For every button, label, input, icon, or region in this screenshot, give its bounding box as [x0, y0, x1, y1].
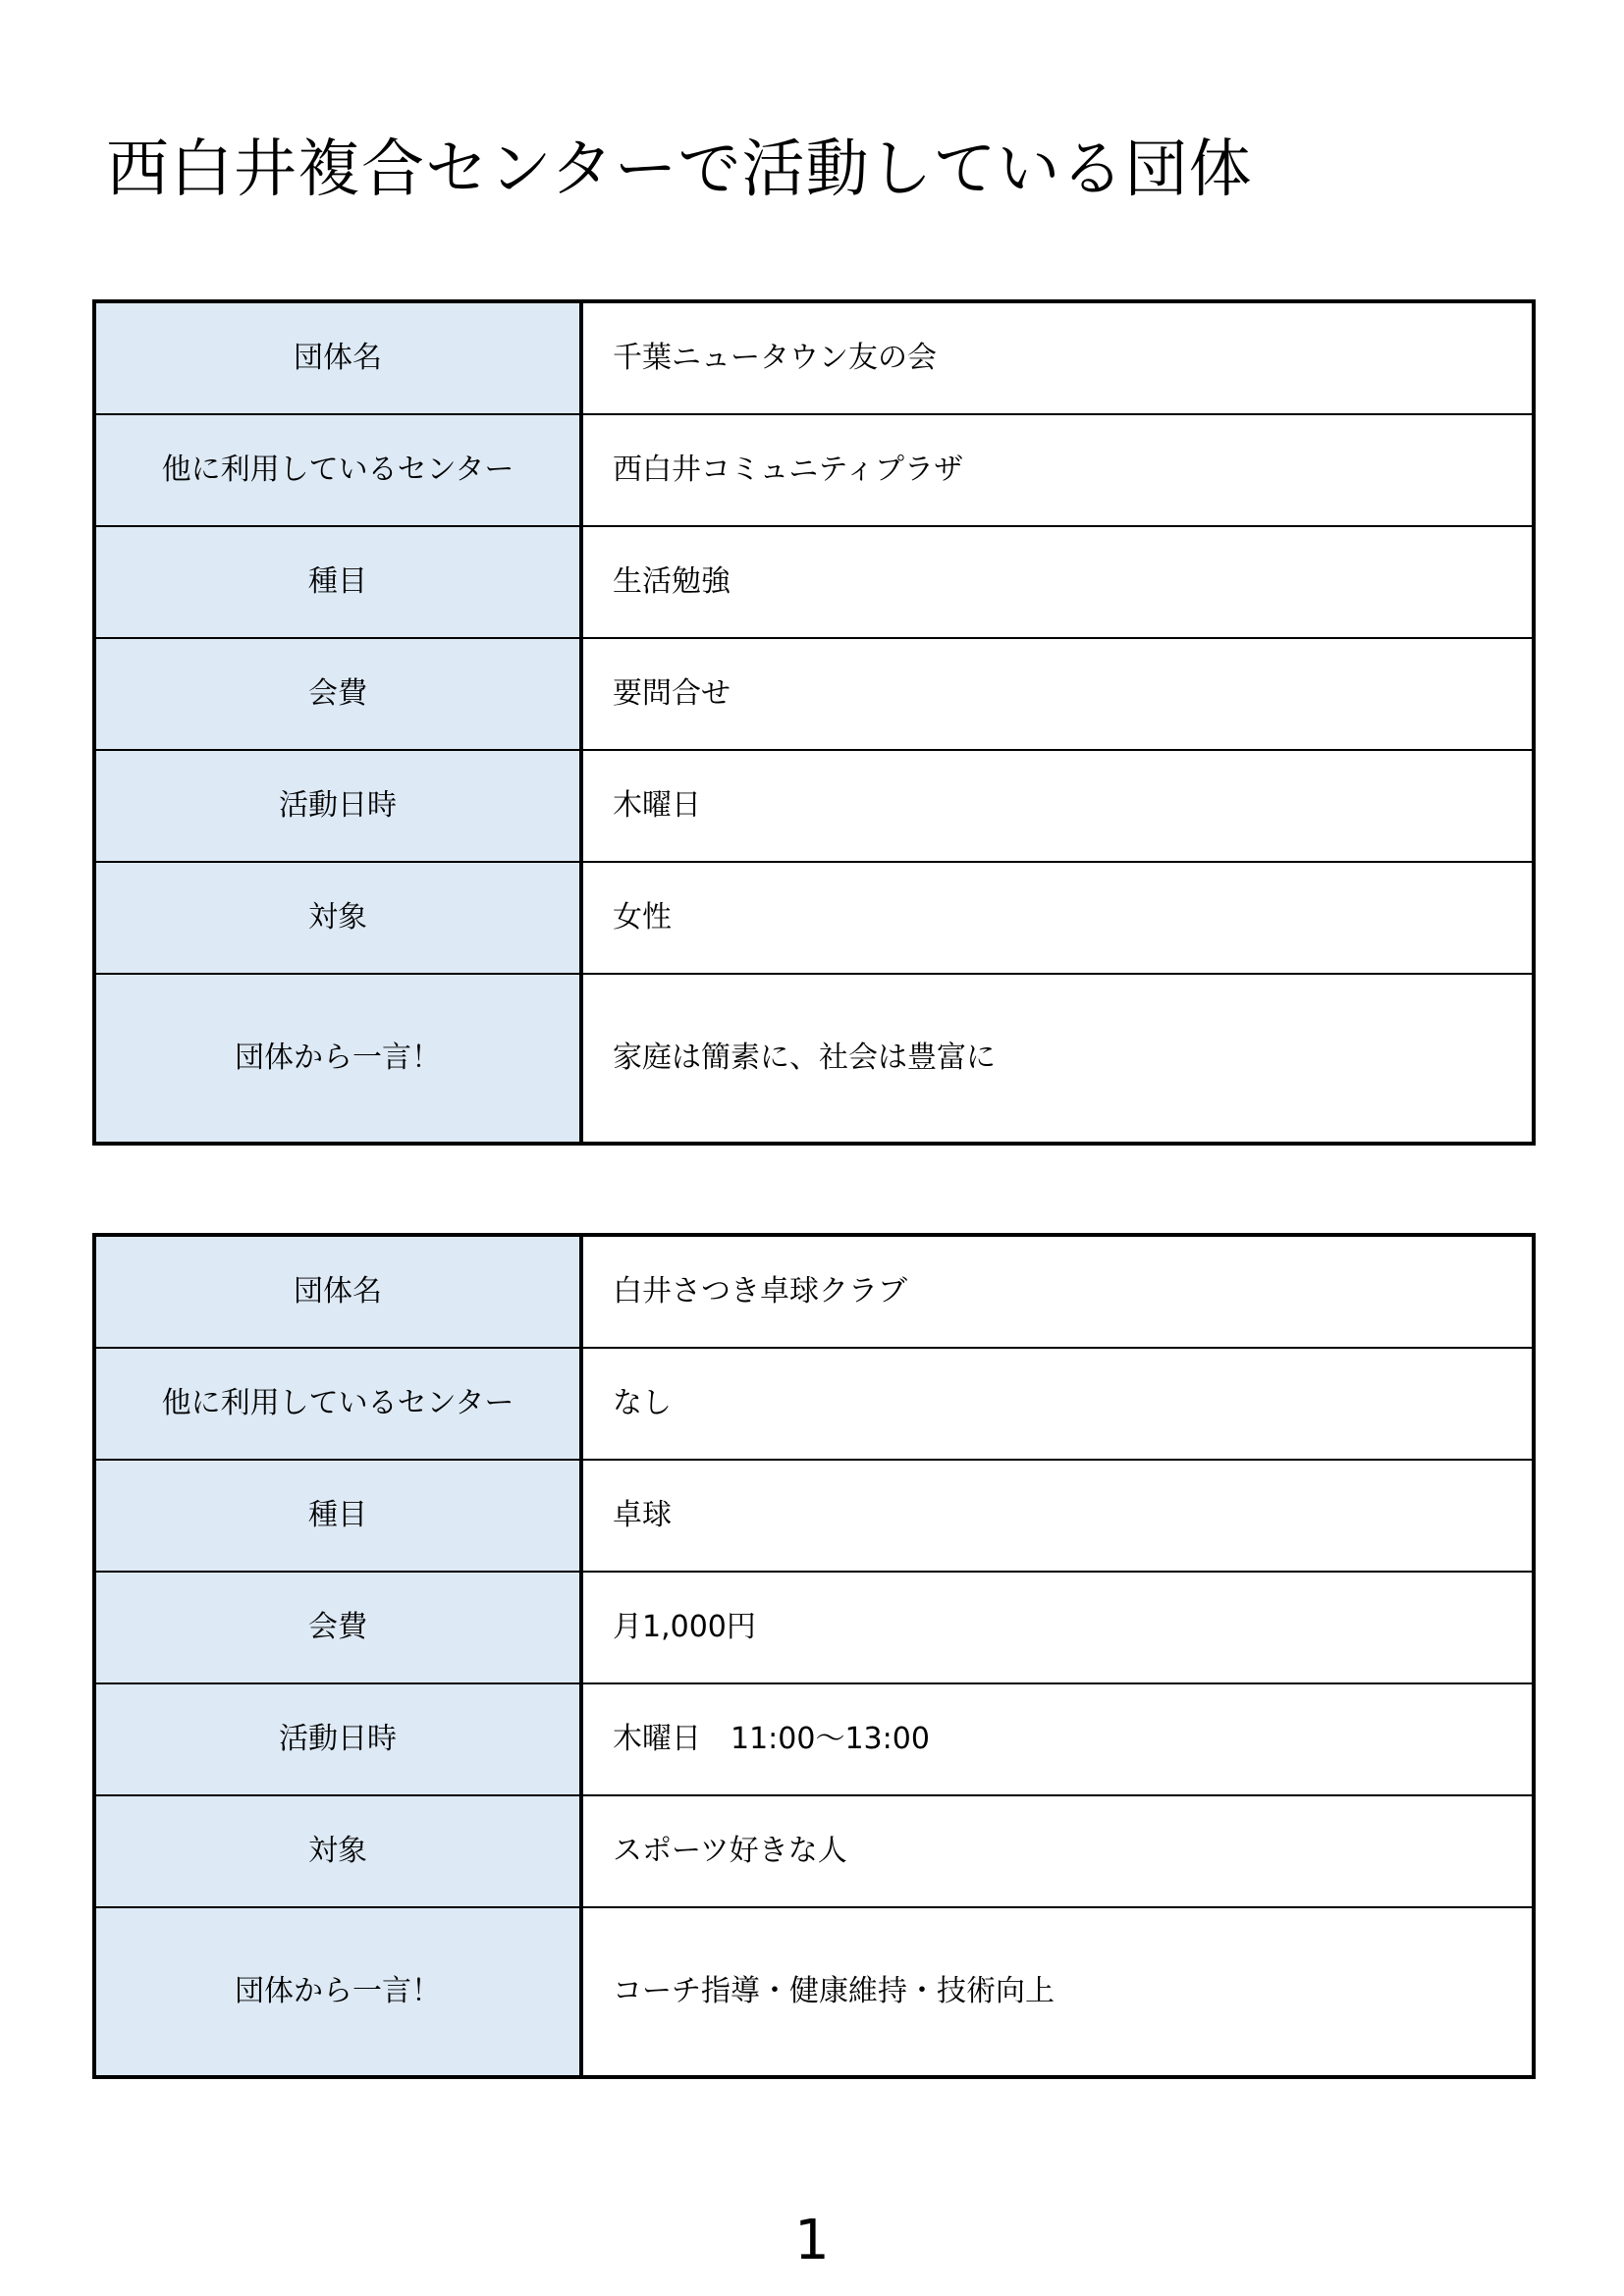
table-row — [94, 750, 1534, 862]
category-value: 生活勉強 — [581, 526, 1534, 638]
table-row — [94, 414, 1534, 526]
group-table-2 — [92, 1233, 1536, 2079]
group-name-value: 白井さつき卓球クラブ — [581, 1235, 1534, 1348]
other-centers-value: なし — [581, 1348, 1534, 1460]
fee-value: 要問合せ — [581, 638, 1534, 750]
table-row — [94, 1348, 1534, 1460]
schedule-value: 木曜日 11:00～13:00 — [581, 1683, 1534, 1795]
other-centers-value: 西白井コミュニティプラザ — [581, 414, 1534, 526]
category-label: 種目 — [94, 1460, 581, 1572]
table-row — [94, 1572, 1534, 1683]
target-label: 対象 — [94, 1795, 581, 1907]
table-row — [94, 301, 1534, 414]
group-name-value: 千葉ニュータウン友の会 — [581, 301, 1534, 414]
message-label: 団体から一言！ — [94, 1907, 581, 2077]
group-name-label: 団体名 — [94, 1235, 581, 1348]
table-row — [94, 1683, 1534, 1795]
message-label: 団体から一言！ — [94, 974, 581, 1144]
table-row — [94, 974, 1534, 1144]
schedule-label: 活動日時 — [94, 750, 581, 862]
table-row — [94, 862, 1534, 974]
other-centers-label: 他に利用しているセンター — [94, 1348, 581, 1460]
target-value: スポーツ好きな人 — [581, 1795, 1534, 1907]
table-row — [94, 638, 1534, 750]
table-row — [94, 1235, 1534, 1348]
fee-label: 会費 — [94, 638, 581, 750]
group-table-1 — [92, 299, 1536, 1146]
schedule-value: 木曜日 — [581, 750, 1534, 862]
table-row — [94, 1907, 1534, 2077]
message-value: 家庭は簡素に、社会は豊富に — [581, 974, 1534, 1144]
table-row — [94, 1460, 1534, 1572]
table-row — [94, 1795, 1534, 1907]
message-value: コーチ指導・健康維持・技術向上 — [581, 1907, 1534, 2077]
other-centers-label: 他に利用しているセンター — [94, 414, 581, 526]
table-row — [94, 526, 1534, 638]
fee-value: 月1,000円 — [581, 1572, 1534, 1683]
category-label: 種目 — [94, 526, 581, 638]
schedule-label: 活動日時 — [94, 1683, 581, 1795]
category-value: 卓球 — [581, 1460, 1534, 1572]
page-title: 西白井複合センターで活動している団体 — [106, 133, 1253, 206]
page-number: 1 — [794, 2209, 830, 2272]
target-label: 対象 — [94, 862, 581, 974]
group-name-label: 団体名 — [94, 301, 581, 414]
target-value: 女性 — [581, 862, 1534, 974]
fee-label: 会費 — [94, 1572, 581, 1683]
